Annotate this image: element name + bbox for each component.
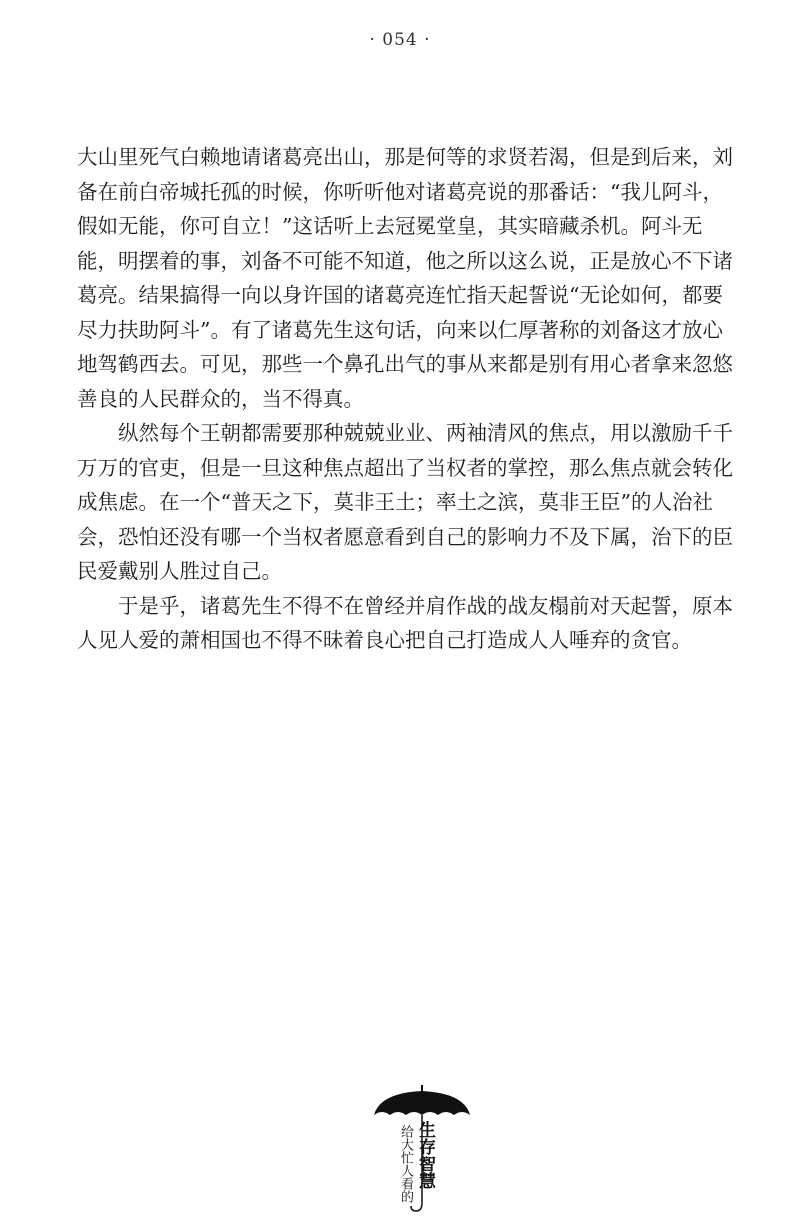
logo-subtitle: 给大忙人看的	[398, 1125, 413, 1203]
body-text	[77, 140, 743, 658]
paragraph-3: 于是乎，诸葛先生不得不在曾经并肩作战的战友榻前对天起誓，原本人见人爱的萧相国也不得不昧着良心把自己打造成人人唾弃的贪官。	[77, 593, 733, 652]
paragraph-1: 大山里死气白赖地请诸葛亮出山，那是何等的求贤若渴，但是到后来，刘备在前白帝城托孤的时候，你听听他对诸葛亮说的那番话：“我儿阿斗，假如无能，你可自立！”这话听上去冠冕堂皇，其实暗藏杀机。阿斗无能，明摆着的事，刘备不可能不知道，他之所以这么说，正是放心不下诸葛亮。结果搞得一向以身许国的诸葛亮连忙指天起誓说“无论如何，都要尽力扶助阿斗”。有了诸葛先生这句话，向来以仁厚著称的刘备这才放心地驾鹤西去。可见，那些一个鼻孔出气的事从来都是别有用心者拿来忽悠善良的人民群众的，当不得真。	[77, 145, 733, 411]
paragraph-2: 纵然每个王朝都需要那种兢兢业业、两袖清风的焦点，用以激励千千万万的官吏，但是一旦这种焦点超出了当权者的掌控，那么焦点就会转化成焦虑。在一个“普天之下，莫非王土；率土之滨，莫非王臣”的人治社会，恐怕还没有哪一个当权者愿意看到自己的影响力不及下属，治下的臣民爱戴别人胜过自己。	[77, 421, 733, 583]
logo-title: 生存智慧	[415, 1121, 435, 1189]
page-number: · 054 ·	[369, 30, 431, 50]
book-series-logo	[370, 1085, 470, 1215]
